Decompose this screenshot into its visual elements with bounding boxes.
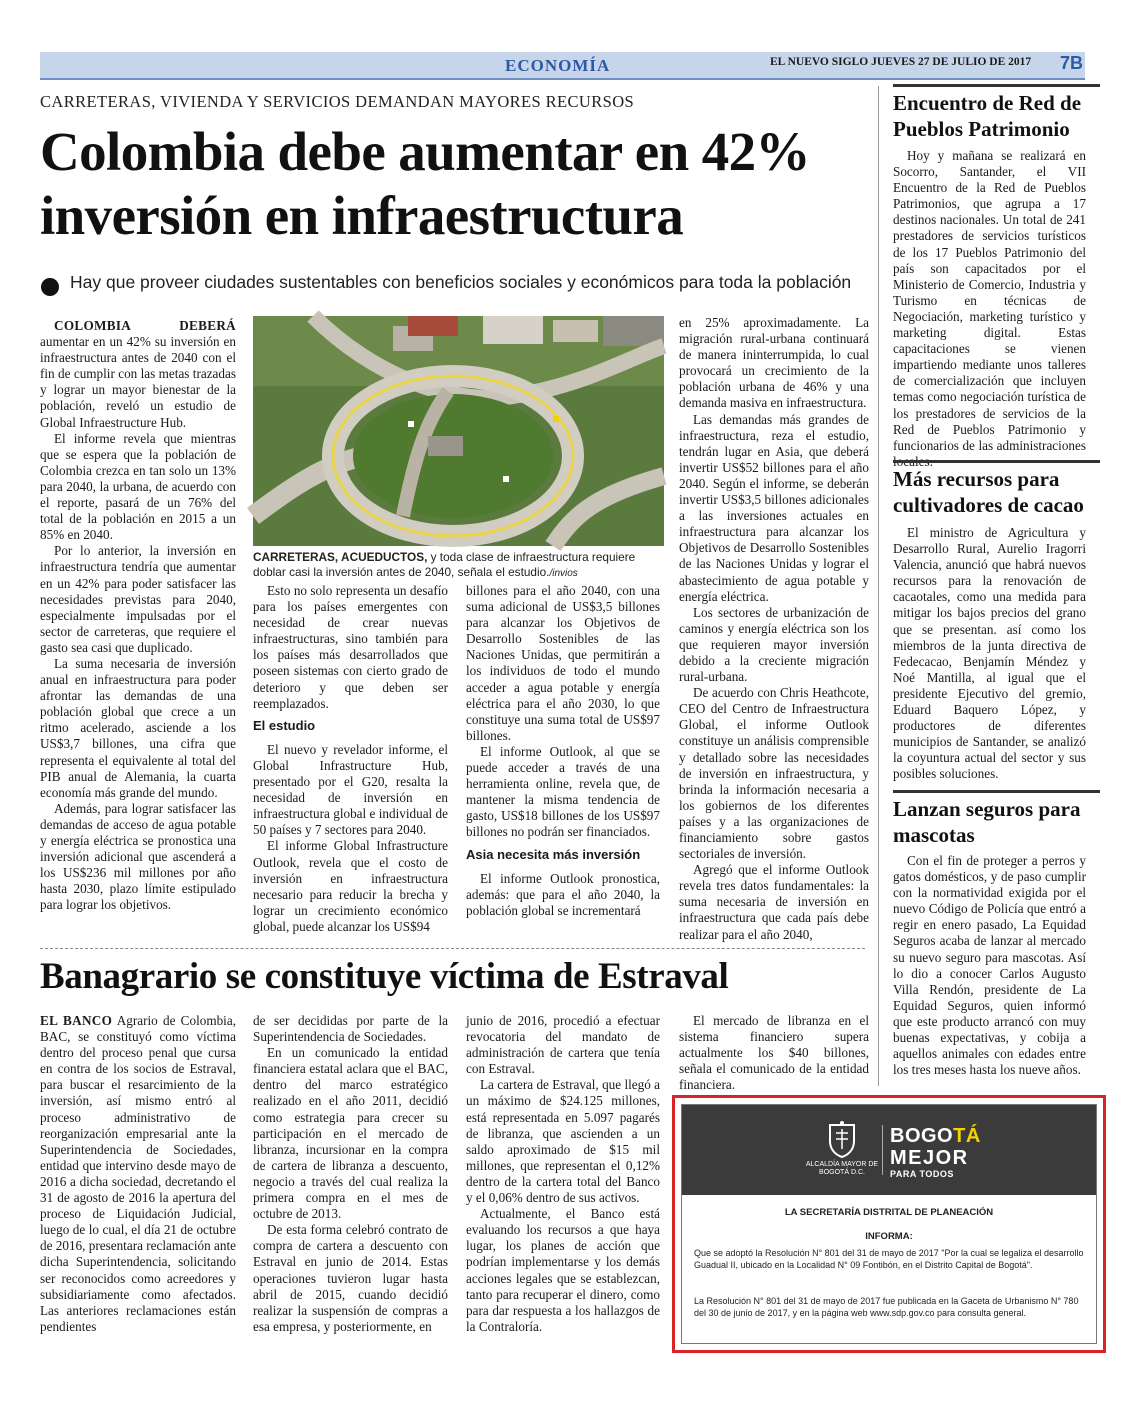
paragraph: Las demandas más grandes de infraestructura, reza el estudio, tendrán lugar en Asia, que deberá invertir US$52 billones para el año 2040. Según el informe, se deberán invertir US$3,5 billones adicionales a las inversiones actuales en infraestructura para alcanzar los Objetivos de Desarrollo Sostenibles de las Naciones Unidas y lograr el abastecimiento de agua potable y energía eléctrica.: [679, 411, 869, 604]
sidebar-story-3: [893, 853, 1086, 1093]
photo-caption: [253, 550, 665, 581]
sidebar-title-2: Más recursos para cultivadores de cacao: [893, 467, 1084, 517]
paragraph: La suma necesaria de inversión anual en infraestructura para poder afrontar las demandas de una población global que crece a un ritmo acelerado, asciende a los US$3,7 billones, una cifra que representa el equivalente al total del PIB anual de Alemania, la cuarta economía más grande del mundo.: [40, 655, 236, 800]
brand-line-3: PARA TODOS: [890, 1169, 954, 1179]
article-column-3: [466, 583, 660, 938]
page-number: 7B: [1060, 53, 1084, 73]
paragraph: El ministro de Agricultura y Desarrollo Rural, Aurelio Iragorri Valencia, anunció que habrá nuevos recursos para la renovación de cacaotales, como una medida para mitigar los bajos precios del grano que se presentan. así como los miembros de la junta directiva de Fedecacao, Benjamín Méndez y Noé Mantilla, al igual que el presidente Ejecutivo del gremio, Eduard Baquero López, y productores de diferentes municipios de Santander, se analizó la coyuntura actual del sector y sus posibles soluciones.: [893, 525, 1086, 782]
sidebar-title-1: Encuentro de Red de Pueblos Patrimonio: [893, 91, 1082, 141]
paragraph: Por lo anterior, la inversión en infraestructura tendría que aumentar en un 42% para poder satisfacer las necesidades previstas para 2040, especialmente impulsadas por el sector de carreteras, que requiere el gasto sea casi que duplicado.: [40, 543, 236, 655]
paragraph: De acuerdo con Chris Heathcote, CEO del Centro de Infraestructura Global, el informe Outlook constituye un análisis comprensible y detallado sobre las necesidades de inversión en infraestructura, y brinda la información necesaria a los gobiernos de los diferentes países y a las organizaciones de financiamiento sobre gastos sectoriales de inversión.: [679, 685, 869, 862]
bogota-crest-icon: [822, 1119, 862, 1159]
second-article-lead: EL BANCO: [40, 1013, 113, 1028]
paragraph: Los sectores de urbanización de caminos y energía eléctrica son los que requieren mayor inversión debido a la creciente migración rural-urbana.: [679, 604, 869, 685]
paragraph: La cartera de Estraval, que llegó a un máximo de $24.125 millones, está representada en 5.097 pagarés de libranza, que ascienden a un saldo aproximado de $15 mil millones, que representan el 0,12% dentro de la cartera total del Banco y el 0,06% dentro de sus activos.: [466, 1077, 660, 1206]
ad-paragraph-1: Que se adoptó la Resolución N° 801 del 31 de mayo de 2017 "Por la cual se legaliza el desarrollo Guadual II, ubicado en la Localidad N° 09 Fontibón, en el Distrito Capital de Bogotá".: [694, 1248, 1084, 1270]
article-subhead: Hay que proveer ciudades sustentables con beneficios sociales y económicos para toda la población: [70, 272, 852, 292]
subheading-el-estudio: El estudio: [253, 717, 316, 733]
article-lead: COLOMBIA DEBERÁ: [54, 318, 236, 333]
sidebar-story-1: [893, 148, 1086, 469]
article-kicker: CARRETERAS, VIVIENDA Y SERVICIOS DEMANDAN MAYORES RECURSOS: [40, 92, 635, 111]
sidebar-title-3: Lanzan seguros para mascotas: [893, 797, 1081, 847]
sidebar-divider: [878, 86, 879, 1086]
paragraph: En un comunicado la entidad financiera estatal aclara que el BAC, dentro del marco estratégico realizado en el año 2011, decidió como estrategia para crecer su participación en el mercado de libranza, incursionar en la compra de cartera de libranza a descuento, negocio a través del cual realiza la primera compra en el mes de octubre de 2013.: [253, 1045, 448, 1222]
article-divider: [40, 948, 865, 949]
paragraph: De esta forma celebró contrato de compra de cartera a descuento con Estraval en junio de 2014. Estas operaciones tuvieron lugar hasta abril de 2015, cuando decidió realizar la suspensión de compras a esa empresa, y posteriormente, en: [253, 1222, 448, 1334]
advertisement-box: [672, 1095, 1106, 1353]
paragraph: Agrario de Colombia, BAC, se constituyó como víctima dentro del proceso penal que cursa en contra de los socios de Estraval, para buscar el resarcimiento de la inversión, así mismo entró al proceso administrativo de reorganización empresarial ante la Superintendencia de Sociedades, entidad que intervino desde mayo de 2016 a dicha sociedad, decretando el 31 de agosto de 2016 la apertura del proceso de Liquidación Judicial, luego de lo cual, el día 21 de octubre de 2016, presentara reclamación ante dicha Superintendencia, solicitando ser reconocidos como acreedores y subsidiariamente como afectados. Las anteriores reclamaciones están pendientes: [40, 1013, 236, 1334]
second-article-headline: Banagrario se constituye víctima de Estraval: [40, 956, 729, 997]
paragraph: Además, para lograr satisfacer las demandas de acceso de agua potable y energía eléctrica se pronostica una inversión adicional que ascenderá a los US$236 mil millones por año hasta 2030, plazo límite estipulado para lograr los objetivos.: [40, 800, 236, 913]
paragraph: billones para el año 2040, con una suma adicional de US$3,5 billones para alcanzar los Objetivos de Desarrollo Sostenibles de las Naciones Unidas, que permitirán a los individuos de todo el mundo acceder a agua potable y energía eléctrica para el año 2030, lo que constituye una suma total de US$97 billones.: [466, 583, 660, 743]
paragraph: Hoy y mañana se realizará en Socorro, Santander, el VII Encuentro de la Red de Pueblos Patrimonios, que agrupa a 17 destinos nacionales. Un total de 241 prestadores de servicios turísticos de los 17 Pueblos Patrimonio del país son capacitados por el Ministerio de Comercio, Industria y Turismo en técnicas de Negociación, marketing turístico y marketing digital. Estas capacitaciones se vienen impartiendo mediante unos talleres de comercialización que incluyen temas como negociación turística de los prestadores de servicios de la Red de Pueblos Patrimonio y funcionarios de las administraciones locales.: [893, 148, 1086, 469]
sidebar-rule: [893, 460, 1100, 463]
paragraph: El informe Global Infrastructure Outlook, revela que el costo de inversión en infraestructura necesario para reducir la brecha y lograr un crecimiento económico global, puede alcanzar los US$94: [253, 838, 448, 934]
alcaldia-label: ALCALDÍA MAYOR DE BOGOTÁ D.C.: [805, 1161, 879, 1176]
second-article-column-1: [40, 1013, 236, 1353]
ad-informa: INFORMA:: [865, 1231, 913, 1242]
ad-heading: LA SECRETARÍA DISTRITAL DE PLANEACIÓN: [784, 1207, 994, 1218]
paragraph: en 25% aproximadamente. La migración rural-urbana continuará de manera ininterrumpida, lo cual provocará un crecimiento de la población urbana de 46% y una demanda masiva en infraestructura.: [679, 315, 869, 411]
brand-line-2: MEJOR: [890, 1147, 969, 1169]
sidebar-rule: [893, 84, 1100, 87]
ad-paragraph-2: La Resolución N° 801 del 31 de mayo de 2017 fue publicada en la Gaceta de Urbanismo N° 780 del 30 de junio de 2017, y en la página web www.sdp.gov.co para consulta general.: [694, 1296, 1079, 1318]
article-photo: [253, 316, 664, 546]
article-column-2: [253, 583, 448, 938]
bullet-icon: [41, 278, 59, 296]
roundabout-photo-illustration: [253, 316, 664, 546]
brand-separator: [882, 1125, 883, 1175]
paragraph: Con el fin de proteger a perros y gatos domésticos, y de paso cumplir con la normatividad exigida por el nuevo Código de Policía que entró a regir en enero pasado, La Equidad Seguros acaba de lanzar al mercado su nuevo seguro para mascotas. Así lo dio a conocer Carlos Augusto Villa Rendón, presidente de La Equidad Seguros, quien informó que este producto arrancó con muy buenas expectativas, y cobija a aquellos animales con edades entre los tres meses hasta los nueve años.: [893, 853, 1086, 1078]
dateline: EL NUEVO SIGLO JUEVES 27 DE JULIO DE 2017: [770, 56, 1032, 68]
sidebar-story-2: [893, 525, 1086, 815]
subheading-asia: Asia necesita más inversión: [466, 846, 641, 862]
caption-lead: CARRETERAS, ACUEDUCTOS,: [253, 550, 428, 564]
second-article-column-2: [253, 1013, 448, 1353]
article-column-1: [40, 318, 236, 938]
ad-brand-band: [682, 1105, 1096, 1195]
brand-line-1: BOGOTÁ: [890, 1125, 981, 1147]
paragraph: junio de 2016, procedió a efectuar revocatoria del mandato de administración de cartera que tenía con Estraval.: [466, 1013, 660, 1077]
caption-credit: /invios: [549, 568, 578, 579]
paragraph: El mercado de libranza en el sistema financiero supera actualmente los $40 billones, señala el comunicado de la entidad financiera.: [679, 1013, 869, 1093]
article-headline: Colombia debe aumentar en 42% inversión en infraestructura: [40, 121, 810, 246]
paragraph: El informe Outlook pronostica, además: que para el año 2040, la población global se incrementará: [466, 870, 660, 918]
second-article-column-3: [466, 1013, 660, 1353]
paragraph: Esto no solo representa un desafío para los países emergentes con necesidad de crear nuevas infraestructuras, sino también para los países más desarrollados que poseen sistemas con cierto grado de deterioro y que deben ser reemplazados.: [253, 583, 448, 711]
paragraph: El informe revela que mientras que se espera que la población de Colombia crezca en tan solo un 13% para 2040, la urbana, de acuerdo con el reporte, pasará de un 76% del total de la población en 2015 a un 85% en 2040.: [40, 430, 236, 543]
section-name: ECONOMÍA: [505, 56, 611, 75]
caption-text: y toda clase de infraestructura requiere doblar casi la inversión antes de 2040, señala el estudio.: [253, 550, 636, 579]
second-article-column-4: [679, 1013, 869, 1093]
paragraph: de ser decididas por parte de la Superintendencia de Sociedades.: [253, 1013, 448, 1045]
paragraph: Agregó que el informe Outlook revela tres datos fundamentales: la suma necesaria de inversión en infraestructura que cada país debe realizar para el año 2040,: [679, 862, 869, 942]
article-column-4: [679, 315, 869, 942]
paragraph: El informe Outlook, al que se puede acceder a través de una herramienta online, revela que, de mantener la misma tendencia de gasto, US$18 billones de los US$97 billones no podrán ser financiados.: [466, 743, 660, 840]
paragraph: Actualmente, el Banco está evaluando los recursos a que haya lugar, los planes de acción que podrían implementarse y los demás acciones legales que se establezcan, tanto para recuperar el dinero, como para dar respuesta a los hallazgos de la Contraloría.: [466, 1206, 660, 1334]
paragraph: El nuevo y revelador informe, el Global Infrastructure Hub, presentado por el G20, resalta la necesidad de inversión en infraestructura global e individual de 50 países y 7 sectores para 2040.: [253, 741, 448, 838]
paragraph: aumentar en un 42% su inversión en infraestructura antes de 2040 con el fin de cumplir con las metas trazadas y lograr un mayor bienestar de la población, reveló un estudio de Global Infraestructure Hub.: [40, 334, 236, 430]
sidebar-rule: [893, 790, 1100, 793]
